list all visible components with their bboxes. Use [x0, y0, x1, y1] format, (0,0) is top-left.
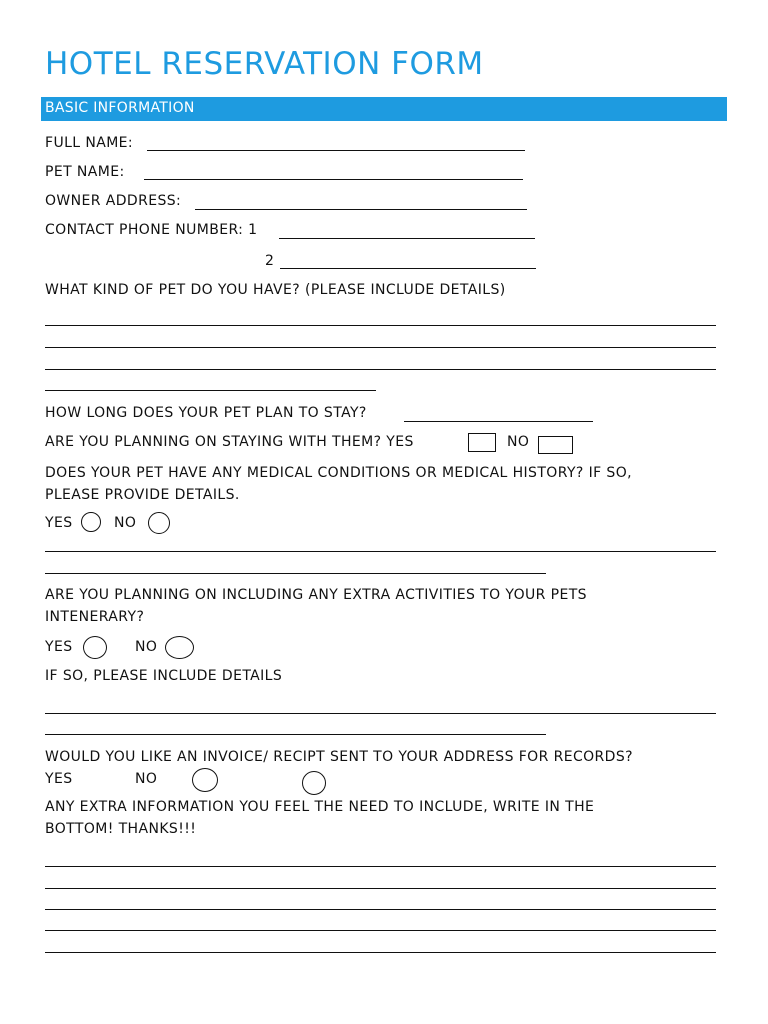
invoice-yes-radio[interactable]	[192, 768, 218, 792]
medical-question-line-2: PLEASE PROVIDE DETAILS.	[45, 487, 240, 503]
contact-phone-2-label: 2	[265, 253, 275, 269]
contact-phone-1-field[interactable]	[279, 238, 535, 239]
pet-name-label: PET NAME:	[45, 164, 125, 180]
stay-length-question: HOW LONG DOES YOUR PET PLAN TO STAY?	[45, 405, 367, 421]
section-header-label: BASIC INFORMATION	[45, 100, 195, 116]
owner-address-label: OWNER ADDRESS:	[45, 193, 182, 209]
medical-details-line[interactable]	[45, 573, 546, 574]
invoice-no-label: NO	[135, 771, 158, 787]
owner-address-field[interactable]	[195, 209, 527, 210]
section-header-basic-information	[41, 97, 727, 121]
extra-info-line-1: ANY EXTRA INFORMATION YOU FEEL THE NEED TO INCLUDE, WRITE IN THE	[45, 799, 595, 815]
activities-yes-label: YES	[45, 639, 73, 655]
activities-details-line[interactable]	[45, 713, 716, 714]
activities-question-line-1: ARE YOU PLANNING ON INCLUDING ANY EXTRA ACTIVITIES TO YOUR PETS	[45, 587, 587, 603]
pet-kind-answer-line[interactable]	[45, 369, 716, 370]
extra-info-line-2: BOTTOM! THANKS!!!	[45, 821, 197, 837]
invoice-yes-label: YES	[45, 771, 73, 787]
activities-details-prompt: IF SO, PLEASE INCLUDE DETAILS	[45, 668, 283, 684]
staying-no-label: NO	[507, 434, 530, 450]
pet-kind-answer-line[interactable]	[45, 347, 716, 348]
staying-with-them-question: ARE YOU PLANNING ON STAYING WITH THEM? YES	[45, 434, 414, 450]
medical-yes-radio[interactable]	[81, 512, 101, 532]
activities-no-radio[interactable]	[165, 636, 194, 659]
contact-phone-2-field[interactable]	[280, 268, 536, 269]
contact-phone-label: CONTACT PHONE NUMBER: 1	[45, 222, 258, 238]
full-name-field[interactable]	[147, 150, 525, 151]
activities-details-line[interactable]	[45, 734, 546, 735]
activities-yes-radio[interactable]	[83, 636, 107, 659]
medical-details-line[interactable]	[45, 551, 716, 552]
medical-yes-label: YES	[45, 515, 73, 531]
extra-info-answer-line[interactable]	[45, 930, 716, 931]
staying-yes-checkbox[interactable]	[468, 433, 496, 452]
pet-kind-question: WHAT KIND OF PET DO YOU HAVE? (PLEASE INCLUDE DETAILS)	[45, 282, 506, 298]
invoice-no-radio[interactable]	[302, 771, 326, 795]
pet-name-field[interactable]	[144, 179, 523, 180]
activities-question-line-2: INTENERARY?	[45, 609, 145, 625]
pet-kind-answer-line[interactable]	[45, 325, 716, 326]
staying-no-checkbox[interactable]	[538, 436, 573, 454]
pet-kind-answer-line[interactable]	[45, 390, 376, 391]
invoice-question: WOULD YOU LIKE AN INVOICE/ RECIPT SENT TO YOUR ADDRESS FOR RECORDS?	[45, 749, 633, 765]
extra-info-answer-line[interactable]	[45, 888, 716, 889]
medical-no-label: NO	[114, 515, 137, 531]
extra-info-answer-line[interactable]	[45, 952, 716, 953]
medical-no-radio[interactable]	[148, 512, 170, 534]
activities-no-label: NO	[135, 639, 158, 655]
form-title: HOTEL RESERVATION FORM	[45, 46, 484, 82]
stay-length-field[interactable]	[404, 421, 593, 422]
extra-info-answer-line[interactable]	[45, 866, 716, 867]
medical-question-line-1: DOES YOUR PET HAVE ANY MEDICAL CONDITIONS OR MEDICAL HISTORY? IF SO,	[45, 465, 632, 481]
full-name-label: FULL NAME:	[45, 135, 134, 151]
extra-info-answer-line[interactable]	[45, 909, 716, 910]
